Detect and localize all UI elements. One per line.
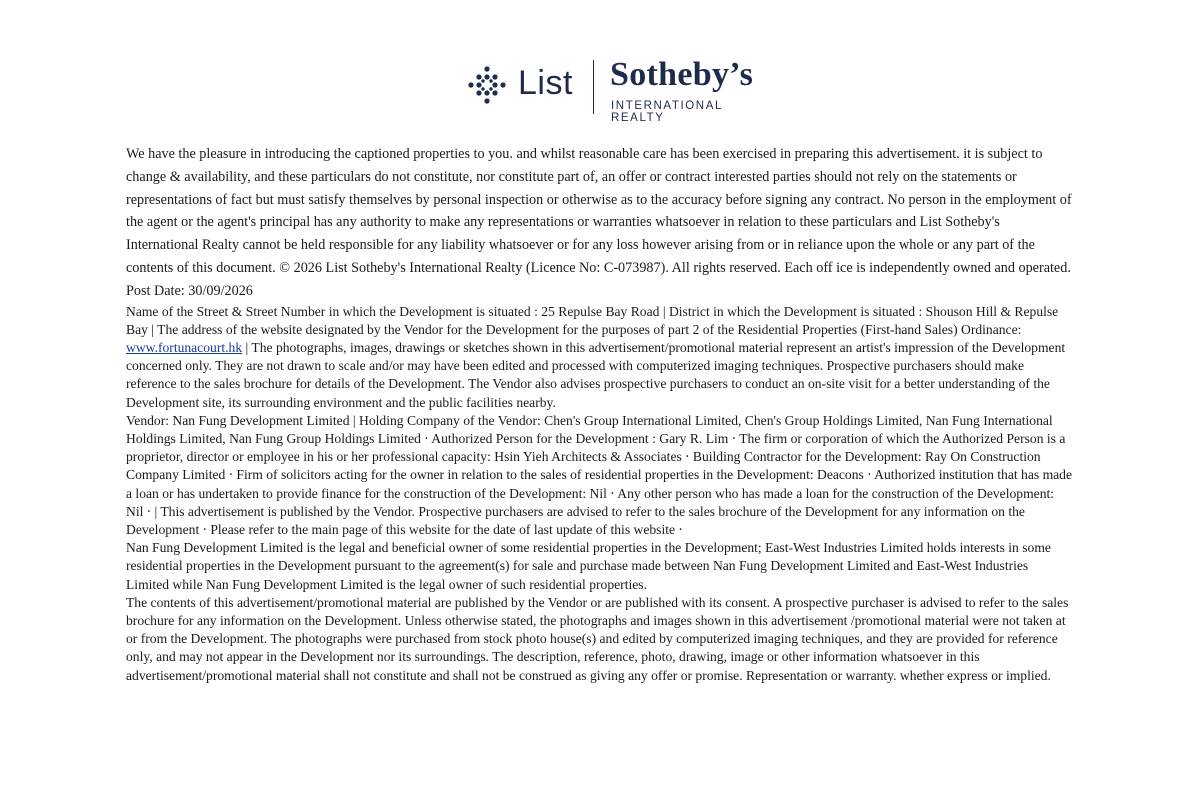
contents-disclaimer: The contents of this advertisement/promotional material are published by the Vendor or are published with its consent. A prospective purchaser is advised to refer to the sales brochure for any information on the Development. Unless otherwise stated, the photographs and images shown in this advertisement /promotional material were not taken at or from the Development. The photographs were purchased from stock photo house(s) and edited by computerized imaging techniques, and they are provided for reference only, and may not appear in the Development nor its surroundings. The description, reference, photo, drawing, image or other information whatsoever in this advertisement/promotional material shall not constitute and shall not be construed as giving any offer or promise. Representation or warranty. whether express or implied.: [126, 594, 1069, 683]
logo-subtitle: INTERNATIONAL REALTY: [611, 100, 723, 124]
website-link[interactable]: www.fortunacourt.hk: [126, 339, 243, 355]
logo-list-text: List: [518, 64, 573, 102]
ownership-statement: Nan Fung Development Limited is the legal and beneficial owner of some residential properties in the Development; East-West Industries Limited holds interests in some residential properties in the Development pursuant to the agreement(s) for sale and purchase made between Nan Fung Development Limited and East-West Industries Limited while Nan Fung Development Limited is the legal owner of such residential properties.: [126, 540, 1051, 592]
logo-divider: [593, 60, 594, 114]
vendor-info: Vendor: Nan Fung Development Limited | Holding Company of the Vendor: Chen's Group International Limited, Chen's Group Holdings Limited, Nan Fung International Holdings Limited, Nan Fung Group Holdings Limited ‧ Authorized Person for the Development : Gary R. Lim ‧ The firm or corporation of which the Authorized Person is a proprietor, director or employee in his or her professional capacity: Hsin Yieh Architects & Associates ‧ Building Contractor for the Development: Ray On Construction Company Limited ‧ Firm of solicitors acting for the owner in relation to the sales of residential properties in the Development: Deacons ‧ Authorized institution that has made a loan or has undertaken to provide finance for the construction of the Development: Nil ‧ Any other person who has made a loan for the construction of the Development: Nil ‧ | This advertisement is published by the Vendor. Prospective purchasers are advised to refer to the sales brochure of the Development for any information on the Development ‧ Please refer to the main page of this website for the date of last update of this website ‧: [126, 412, 1073, 538]
disclaimer-content: [126, 143, 1074, 685]
list-sothebys-logo[interactable]: [468, 56, 778, 124]
intro-disclaimer: We have the pleasure in introducing the captioned properties to you. and whilst reasonable care has been exercised in preparing this advertisement. it is subject to change & availability, and these particulars do not constitute, nor constitute part of, an offer or contract interested parties should not rely on the statements or representations of fact but must satisfy themselves by personal inspection or otherwise as to the accuracy before signing any contract. No person in the employment of the agent or the agent's principal has any authority to make any representations or warranties whatsoever in relation to these particulars and List Sotheby's International Realty cannot be held responsible for any liability whatsoever or for any loss however arising from or in reliance upon the whole or any part of the contents of this document. © 2026 List Sotheby's International Realty (Licence No: C-073987). All rights reserved. Each off ice is independently owned and operated. Post Date: 30/09/2026: [126, 146, 1072, 299]
development-info-prefix: Name of the Street & Street Number in which the Development is situated : 25 Repulse Bay Road | District in which the Development is situated : Shouson Hill & Repulse Bay | The address of the website designated by the Vendor for the Development for the purposes of part 2 of the Residential Properties (First-hand Sales) Ordinance:: [126, 303, 1059, 337]
header: [0, 56, 1200, 124]
diamond-dots-logo-icon: [468, 66, 506, 104]
development-info-suffix: | The photographs, images, drawings or sketches shown in this advertisement/promotional material represent an artist's impression of the Development concerned only. They are not drawn to scale and/or may have been edited and processed with computerized imaging techniques. Prospective purchasers should make reference to the sales brochure for details of the Development. The Vendor also advises prospective purchasers to conduct an on-site visit for a better understanding of the Development site, its surrounding environment and the public facilities nearby.: [126, 339, 1066, 410]
development-info: [126, 303, 1074, 412]
logo-sothebys-text: Sotheby’s: [610, 56, 754, 93]
